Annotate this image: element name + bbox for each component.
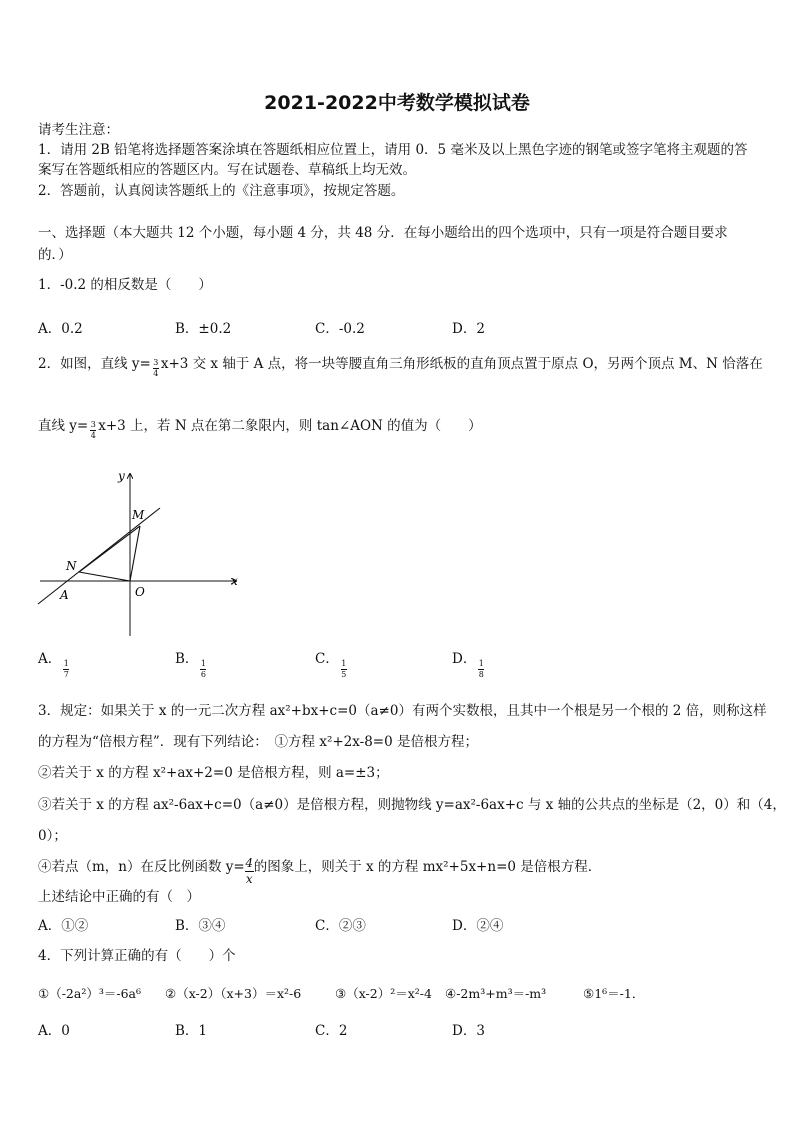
frac-num: 1 xyxy=(341,659,347,668)
q2-option-a xyxy=(38,647,71,679)
point-a-label: A xyxy=(60,588,69,602)
point-m-label: M xyxy=(132,508,145,522)
q3-line-6-text-b: 的图象上，则关于 x 的方程 mx²+5x+n=0 是倍根方程． xyxy=(253,859,602,875)
section-heading-1: 一、选择题（本大题共 12 个小题，每小题 4 分，共 48 分．在每小题给出的四个选项中，只有一项是符合题目要求 xyxy=(38,225,728,241)
segment-on xyxy=(79,572,130,581)
q3-option-c: C．②③ xyxy=(315,918,366,934)
notice-heading: 请考生注意： xyxy=(38,122,119,138)
q3-question: 上述结论中正确的有（ ） xyxy=(38,889,200,905)
q3-line-6-text-a: ④若点（m，n）在反比例函数 y= xyxy=(38,859,245,875)
q3-inverse-fraction xyxy=(245,857,254,886)
q4-item-5: ⑤1⁶＝-1． xyxy=(583,986,645,1001)
q2-option-d xyxy=(452,647,486,679)
q4-option-b: B．1 xyxy=(175,1023,208,1039)
frac-den: 5 xyxy=(341,670,347,679)
q4-option-c: C．2 xyxy=(315,1023,348,1039)
q3-line-6 xyxy=(38,857,601,886)
option-fraction xyxy=(200,660,206,679)
frac-den: x xyxy=(245,872,253,886)
frac-den: 4 xyxy=(153,369,159,378)
frac-den: 7 xyxy=(63,670,69,679)
q4-option-d: D．3 xyxy=(452,1023,485,1039)
x-axis-label: x xyxy=(231,574,238,588)
q3-option-a: A．①② xyxy=(38,918,89,934)
q4-item-1: ①（-2a²）³＝-6a⁶ xyxy=(38,986,141,1001)
q4-item-3: ③（x-2）²＝x²-4 xyxy=(335,986,432,1001)
q2-slope-fraction-2 xyxy=(90,421,96,440)
q1-option-b: B．±0.2 xyxy=(175,321,232,337)
notice-line-1a: 1．请用 2B 铅笔将选择题答案涂填在答题纸相应位置上，请用 0．5 毫米及以上黑色字迹的钢笔或签字笔将主观题的答 xyxy=(38,142,748,158)
q2-slope-fraction-1 xyxy=(153,359,159,378)
q2-option-c xyxy=(315,647,349,679)
section-heading-2: 的．） xyxy=(38,247,72,263)
q3-option-d: D．②④ xyxy=(452,918,504,934)
q4-stem: 4．下列计算正确的有（ ）个 xyxy=(38,948,236,964)
option-fraction xyxy=(341,660,347,679)
frac-num: 4 xyxy=(245,856,254,870)
q4-option-a: A．0 xyxy=(38,1023,70,1039)
frac-num: 1 xyxy=(200,659,206,668)
q1-stem: 1．-0.2 的相反数是（ ） xyxy=(38,277,212,293)
frac-num: 1 xyxy=(63,659,69,668)
frac-den: 6 xyxy=(200,670,206,679)
q4-item-2: ②（x-2）（x+3）＝x²-6 xyxy=(165,986,302,1001)
frac-den: 4 xyxy=(90,431,96,440)
q2-stem-1-text-a: 2．如图，直线 y= xyxy=(38,356,151,372)
notice-line-2: 2．答题前，认真阅读答题纸上的《注意事项》，按规定答题。 xyxy=(38,183,405,199)
q2-stem-1-text-b: x+3 交 x 轴于 A 点，将一块等腰直角三角形纸板的直角顶点置于原点 O，另两个顶点 M、N 恰落在 xyxy=(160,356,763,372)
q2-stem-line-2 xyxy=(38,416,482,440)
option-label: A． xyxy=(38,651,62,667)
segment-om xyxy=(130,526,140,581)
frac-num: 3 xyxy=(153,358,159,367)
q3-line-1: 3．规定：如果关于 x 的一元二次方程 ax²+bx+c=0（a≠0）有两个实数根，且其中一个根是另一个根的 2 倍，则称这样 xyxy=(38,703,767,719)
q2-figure xyxy=(30,462,260,642)
q3-line-2: 的方程为“倍根方程”．现有下列结论： ①方程 x²+2x-8=0 是倍根方程； xyxy=(38,734,478,750)
q3-line-5: 0）； xyxy=(38,828,67,844)
q2-stem-2-text-a: 直线 y= xyxy=(38,418,89,434)
option-label: C． xyxy=(315,651,339,667)
notice-line-1b: 案写在答题纸相应的答题区内。写在试题卷、草稿纸上均无效。 xyxy=(38,162,416,178)
y-axis-label: y xyxy=(118,469,125,483)
q4-item-4: ④-2m³+m³＝-m³ xyxy=(445,986,547,1001)
frac-den: 8 xyxy=(478,670,484,679)
q1-option-c: C．-0.2 xyxy=(315,321,365,337)
frac-num: 3 xyxy=(90,420,96,429)
page-title: 2021-2022中考数学模拟试卷 xyxy=(264,92,530,114)
q1-option-a: A．0.2 xyxy=(38,321,83,337)
q2-stem-2-text-b: x+3 上，若 N 点在第二象限内，则 tan∠AON 的值为（ ） xyxy=(98,418,482,434)
option-fraction xyxy=(63,660,69,679)
q1-option-d: D．2 xyxy=(452,321,485,337)
frac-num: 1 xyxy=(478,659,484,668)
q2-stem-line-1 xyxy=(38,354,763,378)
q3-line-3: ②若关于 x 的方程 x²+ax+2=0 是倍根方程，则 a=±3； xyxy=(38,765,389,781)
option-fraction xyxy=(478,660,484,679)
q2-option-b xyxy=(175,647,208,679)
point-o-label: O xyxy=(135,585,145,599)
segment-mn xyxy=(79,526,140,572)
q3-line-4: ③若关于 x 的方程 ax²-6ax+c=0（a≠0）是倍根方程，则抛物线 y=ax²-6ax+c 与 x 轴的公共点的坐标是（2，0）和（4， xyxy=(38,797,786,813)
point-n-label: N xyxy=(66,559,77,573)
option-label: B． xyxy=(175,651,199,667)
option-label: D． xyxy=(452,651,477,667)
q3-option-b: B．③④ xyxy=(175,918,226,934)
